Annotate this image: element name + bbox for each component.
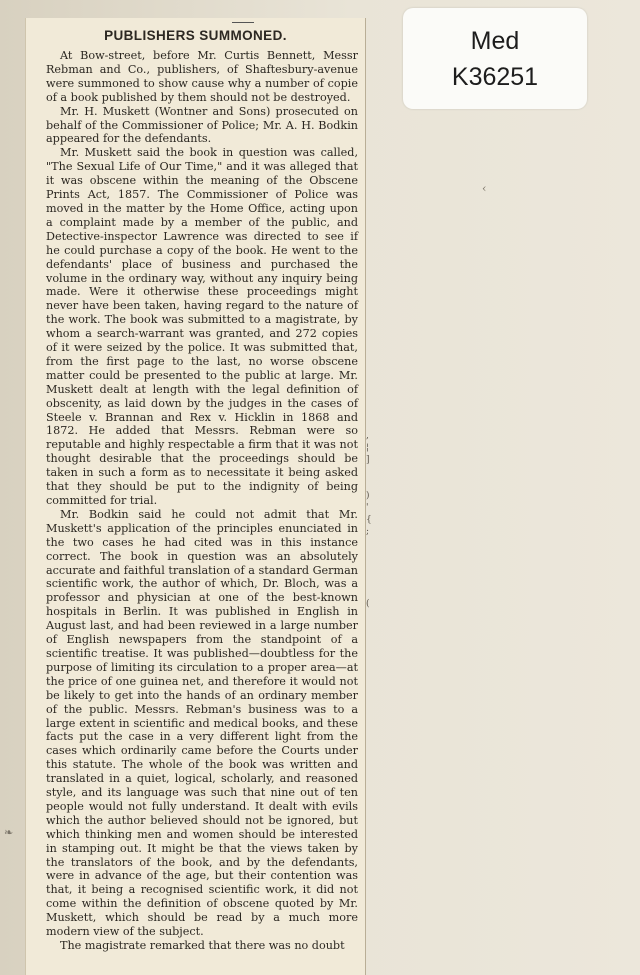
margin-ink-marks: , ¦ ] ) ' { ; ( <box>366 431 372 609</box>
article-paragraph: Mr. Bodkin said he could not admit that Mr. Muskett's application of the principles enunciated in the two cases he had cited was in this instance correct. The book in question was an absolutely accurate and faithful translation of a standard German scientific work, the author of which, Dr. Bloch, was a professor and physician at one of the best-known hospitals in Berlin. It was published in English in August last, and had been reviewed in a large number of English newspapers from the standpoint of a scientific treatise. It was published—doubtless for the purpose of limiting its circulation to a proper area—at the price of one guinea net, and therefore it would not be likely to get into the hands of an ordinary member of the public. Messrs. Rebman's business was to a large extent in scientific and medical books, and these facts put the case in a very different light from the cases which ordinarily came before the Courts under this statute. The whole of the book was written and translated in a quiet, logical, scholarly, and reasoned style, and its language was such that nine out of ten people would not fully understand. It dealt with evils which the author believed should not be ignored, but which thinking men and women should be interested in stamping out. It might be that the views taken by the translators of the book, and by the defendants, were in advance of the age, but their contention was that, it being a recognised scientific work, it did not come within the definition of obscene quoted by Mr. Muskett, which should be read by a much more modern view of the subject. <box>46 507 358 939</box>
label-line-2: K36251 <box>451 62 539 91</box>
catalogue-label-card <box>403 8 587 109</box>
article-paragraph: The magistrate remarked that there was no doubt <box>60 939 345 952</box>
article-paragraph: At Bow-street, before Mr. Curtis Bennett, Messr Rebman and Co., publishers, of Shaftesbury-avenue were summoned to show cause why a number of copie of a book published by them should not be destroyed. <box>46 49 358 104</box>
paper-speck: ‹ <box>482 182 487 195</box>
top-rule <box>232 22 254 23</box>
newspaper-clipping <box>26 18 365 975</box>
paper-speck: ❧ <box>4 826 14 839</box>
label-line-1: Med <box>470 26 520 55</box>
article-paragraph: Mr. H. Muskett (Wontner and Sons) prosecuted on behalf of the Commissioner of Police; Mr. A. H. Bodkin appeared for the defendants. <box>46 104 358 146</box>
article-body <box>46 49 358 953</box>
article-headline: PUBLISHERS SUMMONED. <box>104 28 287 43</box>
article-paragraph: Mr. Muskett said the book in question was called, "The Sexual Life of Our Time," and it was alleged that it was obscene within the meaning of the Obscene Prints Act, 1857. The Commissioner of Police was moved in the matter by the Home Office, acting upon a complaint made by a member of the public, and Detective-inspector Lawrence was directed to see if he could purchase a copy of the book. He went to the defendants' place of business and purchased the volume in the ordinary way, without any inquiry being made. Were it otherwise these proceedings might never have been taken, having regard to the nature of the work. The book was submitted to a magistrate, by whom a search-warrant was granted, and 272 copies of it were seized by the police. It was submitted that, from the first page to the last, no worse obscene matter could be presented to the public at large. Mr. Muskett dealt at length with the legal definition of obscenity, as laid down by the judges in the cases of Steele v. Brannan and Rex v. Hicklin in 1868 and 1872. He added that Messrs. Rebman were so reputable and highly respectable a firm that it was not thought desirable that the proceedings should be taken in such a form as to necessitate it being asked that they should be put to the indignity of being committed for trial. <box>46 146 358 507</box>
